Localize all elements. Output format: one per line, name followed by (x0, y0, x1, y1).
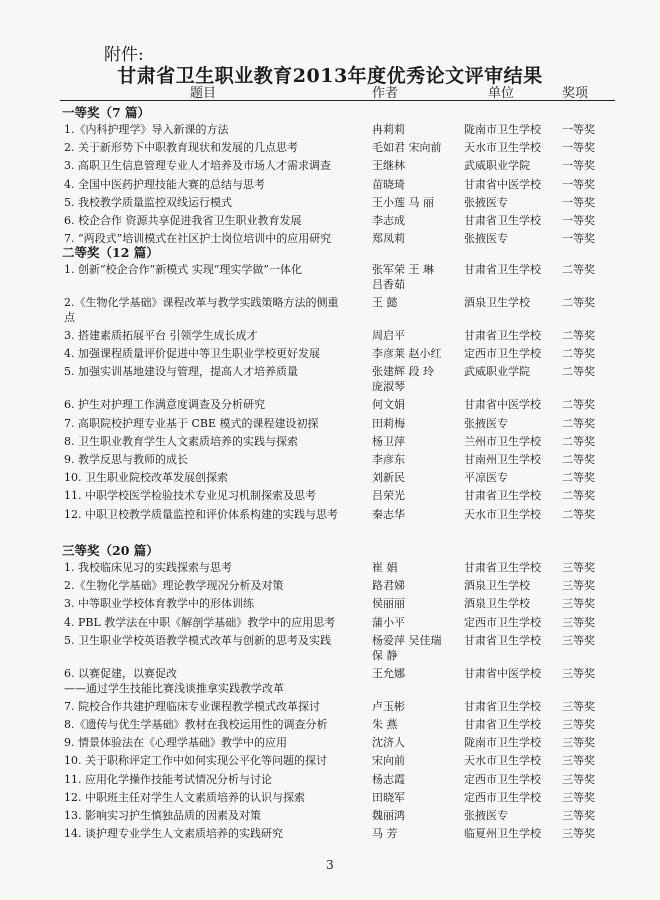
paper-unit: 张掖医专 (464, 416, 508, 430)
paper-row (0, 261, 660, 291)
paper-row (0, 665, 660, 695)
paper-award: 二等奖 (562, 365, 595, 379)
paper-author: 王小莲 马 丽 (372, 195, 434, 209)
paper-title: 10. 关于职称评定工作中如何实现公平化等问题的探讨 (64, 754, 327, 768)
header-award: 奖项 (562, 86, 589, 101)
paper-unit: 定西市卫生学校 (464, 347, 541, 361)
paper-unit: 张掖医专 (464, 195, 508, 209)
paper-title: 4. 全国中医药护理技能大赛的总结与思考 (64, 177, 265, 191)
paper-title: 9. 教学反思与教师的成长 (64, 453, 188, 466)
paper-author: 田晓军 (372, 790, 405, 804)
paper-unit: 甘肃省中医学校 (464, 666, 541, 680)
paper-row (0, 121, 660, 138)
paper-row (0, 487, 660, 504)
paper-award: 二等奖 (562, 347, 595, 361)
paper-title: 2. 关于新形势下中职教育现状和发展的几点思考 (64, 141, 298, 155)
paper-award: 一等奖 (562, 177, 595, 191)
paper-title: 1. 创新“校企合作”新模式 实现“理实学做”一体化 (64, 263, 302, 276)
paper-unit: 甘肃省卫生学校 (464, 489, 541, 503)
attachment-label: 附件: (104, 45, 144, 65)
paper-row (0, 396, 660, 413)
paper-unit: 酒泉卫生学校 (464, 579, 530, 593)
paper-row (0, 771, 660, 788)
paper-award: 三等奖 (562, 772, 595, 786)
paper-unit: 甘肃省卫生学校 (464, 263, 541, 276)
paper-award: 二等奖 (562, 489, 595, 503)
paper-row (0, 157, 660, 174)
paper-award: 三等奖 (562, 718, 595, 731)
paper-author: 田莉梅 (372, 416, 405, 430)
paper-award: 三等奖 (562, 561, 595, 574)
paper-award: 三等奖 (562, 633, 595, 647)
paper-author: 周启平 (372, 329, 405, 342)
paper-title: 12. 中职班主任对学生人文素质培养的认识与探索 (64, 790, 305, 804)
paper-award: 二等奖 (562, 434, 595, 448)
paper-award: 二等奖 (562, 416, 595, 430)
paper-author: 秦志华 (372, 507, 405, 521)
paper-author: 卢玉彬 (372, 699, 405, 713)
paper-unit: 兰州市卫生学校 (464, 434, 541, 448)
paper-author: 杨卫萍 (372, 434, 405, 448)
paper-award: 一等奖 (562, 141, 595, 155)
paper-row (0, 506, 660, 523)
paper-row (0, 698, 660, 715)
paper-award: 二等奖 (562, 398, 595, 412)
paper-unit: 天水市卫生学校 (464, 141, 541, 155)
page-number: 3 (326, 858, 334, 872)
paper-unit: 甘肃省卫生学校 (464, 214, 541, 227)
paper-title: 7. 院校合作共建护理临床专业课程教学模式改革探讨 (64, 699, 320, 713)
paper-unit: 定西市卫生学校 (464, 790, 541, 804)
paper-title: 5. 我校教学质量监控双线运行模式 (64, 195, 232, 209)
paper-row (0, 807, 660, 824)
paper-unit: 甘肃省卫生学校 (464, 718, 541, 731)
paper-title: 13. 影响实习护生慎独品质的因素及对策 (64, 809, 261, 822)
paper-unit: 张掖医专 (464, 232, 508, 246)
paper-row (0, 433, 660, 450)
paper-author: 苗晓琦 (372, 177, 405, 191)
paper-award: 一等奖 (562, 159, 595, 173)
paper-unit: 酒泉卫生学校 (464, 597, 530, 611)
paper-row (0, 789, 660, 806)
paper-row (0, 345, 660, 362)
paper-row (0, 577, 660, 594)
paper-unit: 酒泉卫生学校 (464, 296, 530, 309)
paper-row (0, 559, 660, 576)
paper-author: 王 懿 (372, 296, 398, 309)
paper-author-cont: 庞淑琴 (372, 380, 405, 394)
paper-unit: 甘肃省卫生学校 (464, 561, 541, 574)
section-heading: 二等奖（12 篇） (62, 245, 159, 260)
paper-author: 张建辉 段 玲 (372, 365, 434, 379)
paper-unit: 甘肃省中医学校 (464, 398, 541, 412)
paper-title: 3. 搭建素质拓展平台 引领学生成长成才 (64, 329, 258, 342)
paper-row (0, 327, 660, 344)
paper-award: 三等奖 (562, 790, 595, 804)
paper-author: 朱 燕 (372, 718, 398, 731)
paper-unit: 临夏州卫生学校 (464, 827, 541, 841)
paper-author-cont: 吕香茹 (372, 278, 405, 291)
paper-author: 张军荣 王 琳 (372, 263, 434, 276)
paper-title: 7. 高职院校护理专业基于 CBE 模式的课程建设初探 (64, 416, 319, 430)
paper-author: 毛如君 宋向前 (372, 141, 442, 155)
paper-award: 三等奖 (562, 615, 595, 629)
paper-unit: 武威职业学院 (464, 159, 530, 173)
paper-award: 一等奖 (562, 214, 595, 227)
paper-unit: 武威职业学院 (464, 365, 530, 379)
paper-author: 侯丽丽 (372, 597, 405, 611)
paper-title: 10. 卫生职业院校改革发展创探索 (64, 471, 228, 485)
document-title: 甘肃省卫生职业教育2013年度优秀论文评审结果 (117, 65, 543, 87)
paper-award: 三等奖 (562, 597, 595, 611)
paper-author: 杨爱萍 吴佳瑞 (372, 633, 442, 647)
paper-row (0, 716, 660, 733)
paper-title: 12. 中职卫校教学质量监控和评价体系构建的实践与思考 (64, 507, 338, 521)
paper-title: 3. 高职卫生信息管理专业人才培养及市场人才需求调查 (64, 159, 331, 173)
paper-title: 4. PBL 教学法在中职《解剖学基础》教学中的应用思考 (64, 615, 336, 629)
paper-title: 14. 谈护理专业学生人文素质培养的实践研究 (64, 827, 283, 841)
paper-author: 冉莉莉 (372, 123, 405, 136)
paper-row (0, 632, 660, 662)
paper-author: 李彦东 (372, 453, 405, 466)
paper-award: 三等奖 (562, 579, 595, 593)
paper-row (0, 469, 660, 486)
paper-title: 8. 卫生职业教育学生人文素质培养的实践与探索 (64, 434, 298, 448)
paper-title: 6. 校企合作 资源共享促进我省卫生职业教育发展 (64, 214, 302, 227)
paper-author: 刘新民 (372, 471, 405, 485)
paper-row (0, 139, 660, 156)
paper-author: 魏丽鸿 (372, 809, 405, 822)
header-title: 题目 (190, 86, 217, 101)
paper-title: 6. 护生对护理工作满意度调查及分析研究 (64, 398, 265, 412)
paper-award: 二等奖 (562, 507, 595, 521)
paper-row (0, 194, 660, 211)
paper-title: 3. 中等职业学校体育教学中的形体训练 (64, 597, 254, 611)
paper-award: 三等奖 (562, 736, 595, 750)
paper-row (0, 614, 660, 631)
paper-author: 马 芳 (372, 827, 398, 841)
paper-author-cont: 保 静 (372, 648, 398, 662)
paper-unit: 陇南市卫生学校 (464, 736, 541, 750)
paper-award: 三等奖 (562, 666, 595, 680)
header-rule (60, 100, 615, 101)
paper-award: 二等奖 (562, 329, 595, 342)
paper-award: 一等奖 (562, 232, 595, 246)
paper-award: 二等奖 (562, 453, 595, 466)
paper-row (0, 595, 660, 612)
paper-unit: 平凉医专 (464, 471, 508, 485)
paper-title: 1.《内科护理学》导入新课的方法 (64, 123, 229, 136)
paper-title-cont: ——通过学生技能比赛浅谈推拿实践教学改革 (64, 681, 284, 695)
paper-unit: 天水市卫生学校 (464, 507, 541, 521)
paper-row (0, 176, 660, 193)
paper-row (0, 294, 660, 324)
paper-award: 三等奖 (562, 754, 595, 768)
paper-unit: 定西市卫生学校 (464, 615, 541, 629)
paper-title-cont: 点 (64, 311, 75, 324)
paper-title: 2.《生物化学基础》理论教学现况分析及对策 (64, 579, 284, 593)
paper-row (0, 415, 660, 432)
paper-title: 2.《生物化学基础》课程改革与教学实践策略方法的侧重 (64, 296, 339, 309)
paper-author: 沈济人 (372, 736, 405, 750)
paper-award: 二等奖 (562, 296, 595, 309)
paper-unit: 甘肃省卫生学校 (464, 329, 541, 342)
paper-title: 4. 加强课程质量评价促进中等卫生职业学校更好发展 (64, 347, 320, 361)
paper-author: 何文娟 (372, 398, 405, 412)
paper-author: 郑凤莉 (372, 232, 405, 246)
paper-award: 三等奖 (562, 809, 595, 822)
paper-row (0, 825, 660, 842)
paper-title: 7. “两段式”培训模式在社区护士岗位培训中的应用研究 (64, 232, 332, 246)
paper-row (0, 451, 660, 468)
paper-author: 路君娣 (372, 579, 405, 593)
paper-title: 11. 应用化学操作技能考试情况分析与讨论 (64, 772, 272, 786)
section-heading: 三等奖（20 篇） (62, 543, 159, 558)
paper-author: 王允娜 (372, 666, 405, 680)
header-author: 作者 (372, 86, 399, 101)
paper-unit: 甘南州卫生学校 (464, 453, 541, 466)
paper-author: 李志成 (372, 214, 405, 227)
paper-row (0, 752, 660, 769)
paper-author: 吕荣光 (372, 489, 405, 503)
paper-author: 崔 娟 (372, 561, 398, 574)
paper-row (0, 212, 660, 229)
paper-unit: 甘肃省卫生学校 (464, 633, 541, 647)
paper-title: 1. 我校临床见习的实践探索与思考 (64, 561, 232, 574)
paper-unit: 定西市卫生学校 (464, 772, 541, 786)
paper-award: 一等奖 (562, 123, 595, 136)
header-unit: 单位 (488, 86, 515, 101)
paper-award: 一等奖 (562, 195, 595, 209)
paper-title: 9. 情景体验法在《心理学基础》教学中的应用 (64, 736, 287, 750)
paper-author: 李彦莱 赵小红 (372, 347, 442, 361)
paper-award: 三等奖 (562, 699, 595, 713)
paper-title: 11. 中职学校医学检验技术专业见习机制探索及思考 (64, 489, 316, 503)
paper-award: 二等奖 (562, 263, 595, 276)
paper-row (0, 363, 660, 394)
paper-author: 宋向前 (372, 754, 405, 768)
paper-unit: 张掖医专 (464, 809, 508, 822)
paper-unit: 甘肃省中医学校 (464, 177, 541, 191)
paper-award: 三等奖 (562, 827, 595, 841)
paper-title: 5. 卫生职业学校英语教学模式改革与创新的思考及实践 (64, 633, 331, 647)
paper-unit: 天水市卫生学校 (464, 754, 541, 768)
paper-title: 5. 加强实训基地建设与管理，提高人才培养质量 (64, 365, 298, 379)
section-heading: 一等奖（7 篇） (62, 105, 151, 120)
paper-row (0, 734, 660, 751)
paper-title: 8.《遗传与优生学基础》教材在我校运用性的调查分析 (64, 718, 328, 731)
paper-award: 二等奖 (562, 471, 595, 485)
paper-author: 杨志霞 (372, 772, 405, 786)
paper-unit: 陇南市卫生学校 (464, 123, 541, 136)
paper-title: 6. 以赛促建，以赛促改 (64, 666, 177, 680)
paper-author: 蒲小平 (372, 615, 405, 629)
paper-unit: 甘肃省卫生学校 (464, 699, 541, 713)
paper-author: 王继林 (372, 159, 405, 173)
